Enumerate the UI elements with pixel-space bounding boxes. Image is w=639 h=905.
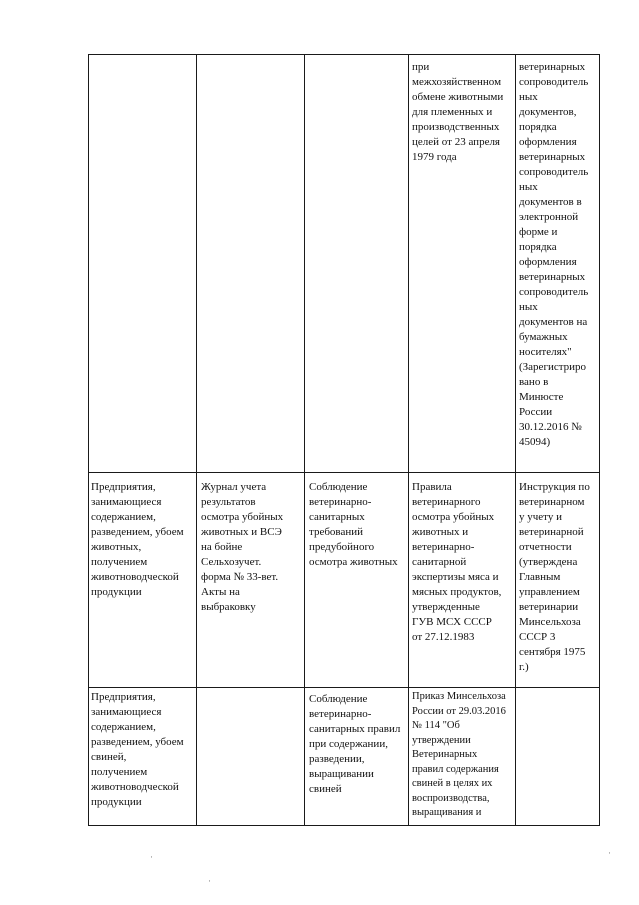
table-cell: Приказ Минсельхоза России от 29.03.2016 № 114 "Об утверждении Ветеринарных правил содержания свиней в целях их воспроизводства, выращивания и <box>412 691 506 818</box>
table-cell: Предприятия, занимающиеся содержанием, разведением, убоем животных, получением животноводческой продукции <box>91 481 184 598</box>
column-divider-2 <box>304 54 305 826</box>
table-cell: Правила ветеринарного осмотра убойных животных и ветеринарно- санитарной экспертизы мяса и мясных продуктов, утвержденные ГУВ МСХ СССР от 27.12.1983 <box>412 481 502 643</box>
row-divider-1 <box>88 472 600 473</box>
table-cell: ветеринарных сопроводитель ных документов, порядка оформления ветеринарных сопроводитель ных документов в электронной форме и порядка оформления ветеринарных сопроводитель ных документов на бумажных носителях" (Зарегистриро вано в Минюсте России 30.12.2016 № 45094) <box>519 61 589 448</box>
table-border-left <box>88 54 89 826</box>
table-border-bottom <box>88 825 600 826</box>
row-divider-2 <box>88 687 600 688</box>
table-cell: Соблюдение ветеринарно- санитарных требований предубойного осмотра животных <box>309 481 398 568</box>
scan-speck: · <box>608 848 611 858</box>
table-cell: Журнал учета результатов осмотра убойных животных и ВСЭ на бойне Сельхозучет. форма № 33-вет. Акты на выбраковку <box>201 481 284 613</box>
table-border-top <box>88 54 600 55</box>
table-cell: при межхозяйственном обмене животными для племенных и производственных целей от 23 апреля 1979 года <box>412 61 504 163</box>
scan-speck: · <box>150 852 153 862</box>
column-divider-1 <box>196 54 197 826</box>
scan-speck: · <box>208 876 211 886</box>
column-divider-3 <box>408 54 409 826</box>
table-cell: Инструкция по ветеринарном у учету и ветеринарной отчетности (утверждена Главным управлением ветеринарии Минсельхоза СССР 3 сентября 1975 г.) <box>519 481 590 673</box>
table-cell: Предприятия, занимающиеся содержанием, разведением, убоем свиней, получением животноводческой продукции <box>91 691 184 808</box>
table-cell: Соблюдение ветеринарно- санитарных правил при содержании, разведении, выращивании свиней <box>309 693 401 795</box>
